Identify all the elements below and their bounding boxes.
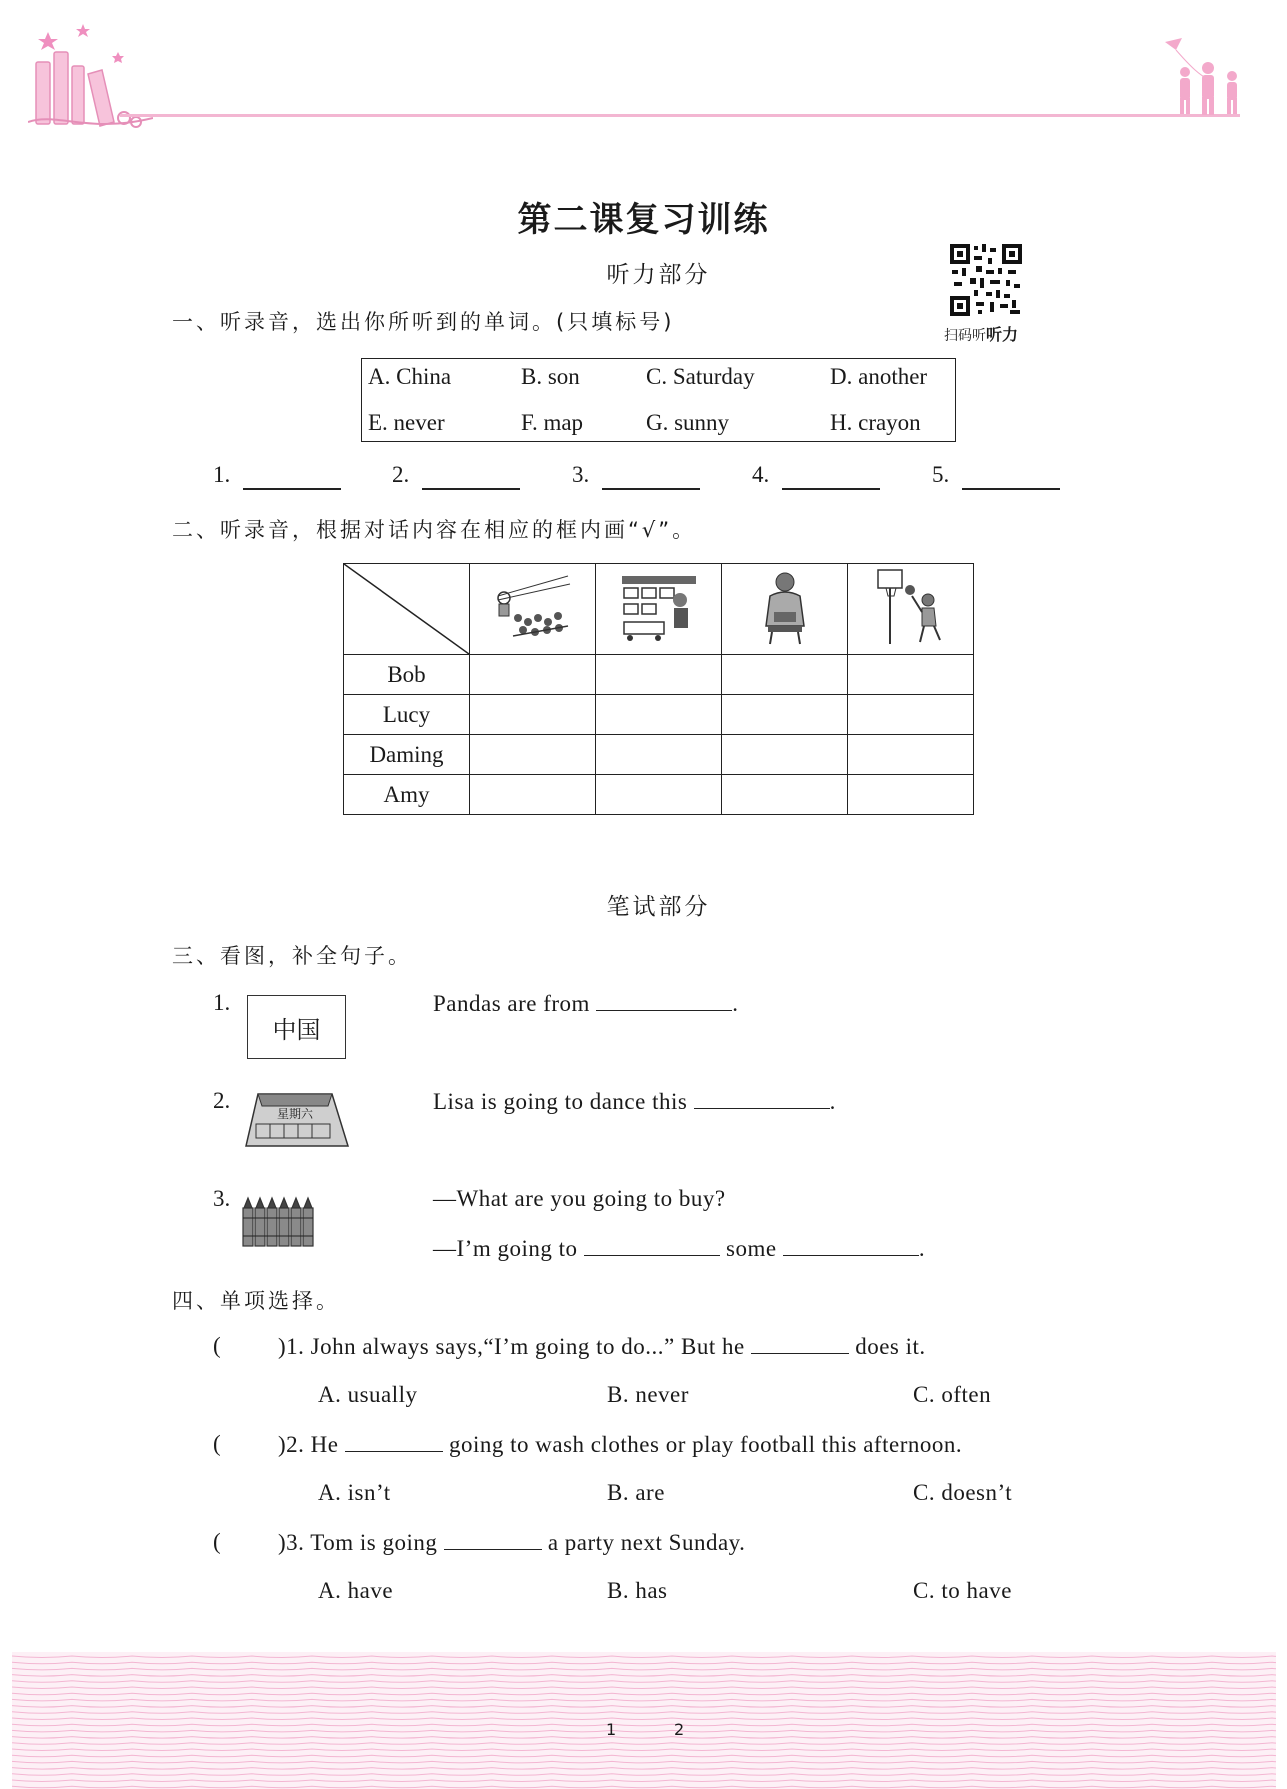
section2-heading: 二、听录音，根据对话内容在相应的框内画“√”。 bbox=[172, 518, 697, 542]
tick-cell[interactable] bbox=[470, 695, 596, 735]
tick-cell[interactable] bbox=[722, 775, 848, 815]
calendar-text: 星期六 bbox=[276, 1107, 314, 1121]
answer-blank[interactable] bbox=[782, 488, 880, 490]
mc-question-3: )3. Tom is going a party next Sunday. bbox=[278, 1530, 746, 1555]
answer-number: 1. bbox=[213, 462, 231, 487]
word-option: H. crayon bbox=[830, 410, 921, 435]
fill-blank[interactable] bbox=[596, 990, 732, 1011]
item-number: 2. bbox=[213, 1088, 231, 1113]
mc-option[interactable]: A. isn’t bbox=[318, 1480, 391, 1505]
item-number: 3. bbox=[213, 1186, 231, 1211]
sentence-3-question: —What are you going to buy? bbox=[433, 1186, 726, 1211]
word-option: C. Saturday bbox=[646, 364, 755, 389]
tick-cell[interactable] bbox=[470, 775, 596, 815]
mc-option[interactable]: C. often bbox=[913, 1382, 992, 1407]
qr-code-icon[interactable] bbox=[950, 244, 1022, 316]
answer-paren[interactable]: ( bbox=[213, 1431, 222, 1456]
tick-table bbox=[343, 563, 974, 815]
crayons-image bbox=[240, 1194, 320, 1257]
mc-option[interactable]: B. never bbox=[607, 1382, 689, 1407]
section4-heading: 四、单项选择。 bbox=[172, 1289, 340, 1313]
listening-section-heading: 听力部分 bbox=[606, 262, 711, 288]
section1-heading: 一、听录音，选出你所听到的单词。(只填标号) bbox=[172, 310, 675, 334]
tick-cell[interactable] bbox=[848, 735, 974, 775]
diagonal-header-cell bbox=[344, 564, 470, 655]
china-sign-image: 中国 bbox=[247, 995, 346, 1059]
page-number: 1 bbox=[606, 1720, 617, 1739]
writing-section-heading: 笔试部分 bbox=[606, 894, 711, 920]
answer-blank[interactable] bbox=[422, 488, 520, 490]
tick-cell[interactable] bbox=[470, 735, 596, 775]
word-option: D. another bbox=[830, 364, 928, 389]
answer-number: 5. bbox=[932, 462, 950, 487]
mc-option[interactable]: B. has bbox=[607, 1578, 668, 1603]
mc-option[interactable]: B. are bbox=[607, 1480, 665, 1505]
item-number: 1. bbox=[213, 990, 231, 1015]
tick-cell[interactable] bbox=[848, 655, 974, 695]
student-name: Lucy bbox=[344, 695, 470, 735]
word-option: B. son bbox=[521, 364, 580, 389]
basketball-picture bbox=[848, 564, 974, 655]
answer-blank[interactable] bbox=[962, 488, 1060, 490]
answer-paren[interactable]: ( bbox=[213, 1333, 222, 1358]
section3-heading: 三、看图，补全句子。 bbox=[172, 944, 412, 968]
student-name: Amy bbox=[344, 775, 470, 815]
word-option: A. China bbox=[368, 364, 452, 389]
grandma-sewing-picture bbox=[722, 564, 848, 655]
fill-blank[interactable] bbox=[584, 1235, 720, 1256]
mc-option[interactable]: A. have bbox=[318, 1578, 394, 1603]
tick-cell[interactable] bbox=[596, 655, 722, 695]
mc-question-2: )2. He going to wash clothes or play football this afternoon. bbox=[278, 1432, 963, 1457]
answer-number: 2. bbox=[392, 462, 410, 487]
page-title: 第二课复习训练 bbox=[517, 200, 770, 240]
tick-cell[interactable] bbox=[596, 735, 722, 775]
student-name: Daming bbox=[344, 735, 470, 775]
student-name: Bob bbox=[344, 655, 470, 695]
tick-cell[interactable] bbox=[722, 655, 848, 695]
word-option: G. sunny bbox=[646, 410, 730, 435]
fill-blank[interactable] bbox=[783, 1235, 919, 1256]
word-option: F. map bbox=[521, 410, 584, 435]
desk-calendar-image bbox=[240, 1088, 352, 1159]
footer-wave-band bbox=[12, 1652, 1276, 1789]
answer-number: 4. bbox=[752, 462, 770, 487]
header-divider bbox=[120, 114, 1240, 117]
tick-cell[interactable] bbox=[722, 695, 848, 735]
answer-paren[interactable]: ( bbox=[213, 1529, 222, 1554]
tick-cell[interactable] bbox=[848, 695, 974, 735]
tick-cell[interactable] bbox=[848, 775, 974, 815]
fill-blank[interactable] bbox=[751, 1333, 849, 1354]
qr-caption: 扫码听听力 bbox=[944, 325, 1019, 344]
answer-blank[interactable] bbox=[243, 488, 341, 490]
word-option: E. never bbox=[368, 410, 445, 435]
fill-blank[interactable] bbox=[694, 1088, 830, 1109]
mc-option[interactable]: C. to have bbox=[913, 1578, 1012, 1603]
tick-cell[interactable] bbox=[596, 775, 722, 815]
book-stack-logo bbox=[28, 22, 153, 137]
supermarket-picture bbox=[596, 564, 722, 655]
concert-picture bbox=[470, 564, 596, 655]
mc-option[interactable]: C. doesn’t bbox=[913, 1480, 1013, 1505]
fill-blank[interactable] bbox=[345, 1431, 443, 1452]
mc-question-1: )1. John always says,“I’m going to do...” But he does it. bbox=[278, 1334, 926, 1359]
sentence-1: Pandas are from . bbox=[433, 991, 739, 1016]
answer-blank[interactable] bbox=[602, 488, 700, 490]
tick-cell[interactable] bbox=[596, 695, 722, 735]
children-kite-illustration bbox=[1160, 36, 1260, 123]
sentence-3-answer: —I’m going to some . bbox=[433, 1236, 926, 1261]
answer-number: 3. bbox=[572, 462, 590, 487]
tick-cell[interactable] bbox=[722, 735, 848, 775]
fill-blank[interactable] bbox=[444, 1529, 542, 1550]
tick-cell[interactable] bbox=[470, 655, 596, 695]
page-number: 2 bbox=[674, 1720, 685, 1739]
sentence-2: Lisa is going to dance this . bbox=[433, 1089, 836, 1114]
mc-option[interactable]: A. usually bbox=[318, 1382, 418, 1407]
